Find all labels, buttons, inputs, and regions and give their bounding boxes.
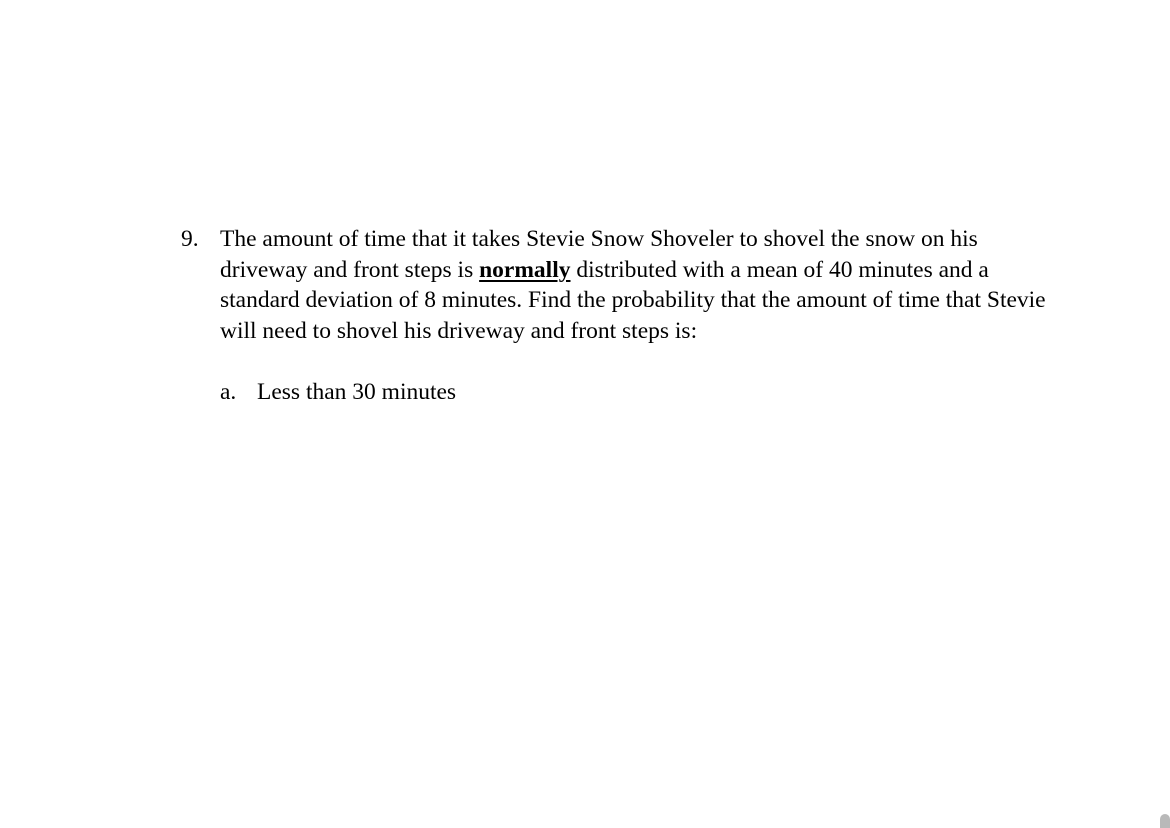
question-line-4: will need to shovel his driveway and front steps is: xyxy=(220,317,698,344)
question-text xyxy=(220,224,1101,346)
sub-question-a xyxy=(220,377,456,408)
sub-question-letter: a. xyxy=(220,379,237,405)
emphasized-term: normally xyxy=(479,256,571,283)
question-line-2-start: driveway and front steps is xyxy=(220,256,480,283)
question-line-3: standard deviation of 8 minutes. Find the probability that the amount of time that Stevie xyxy=(220,287,1046,313)
question-9 xyxy=(181,224,1101,346)
sub-question-text: Less than 30 minutes xyxy=(257,379,457,405)
question-line-2 xyxy=(220,255,1101,286)
question-line-2-end: distributed with a mean of 40 minutes and a xyxy=(570,256,989,283)
question-number: 9. xyxy=(181,226,199,252)
question-line-1: The amount of time that it takes Stevie Snow Shoveler to shovel the snow on his xyxy=(220,226,978,252)
scrollbar-thumb[interactable] xyxy=(1160,814,1170,828)
